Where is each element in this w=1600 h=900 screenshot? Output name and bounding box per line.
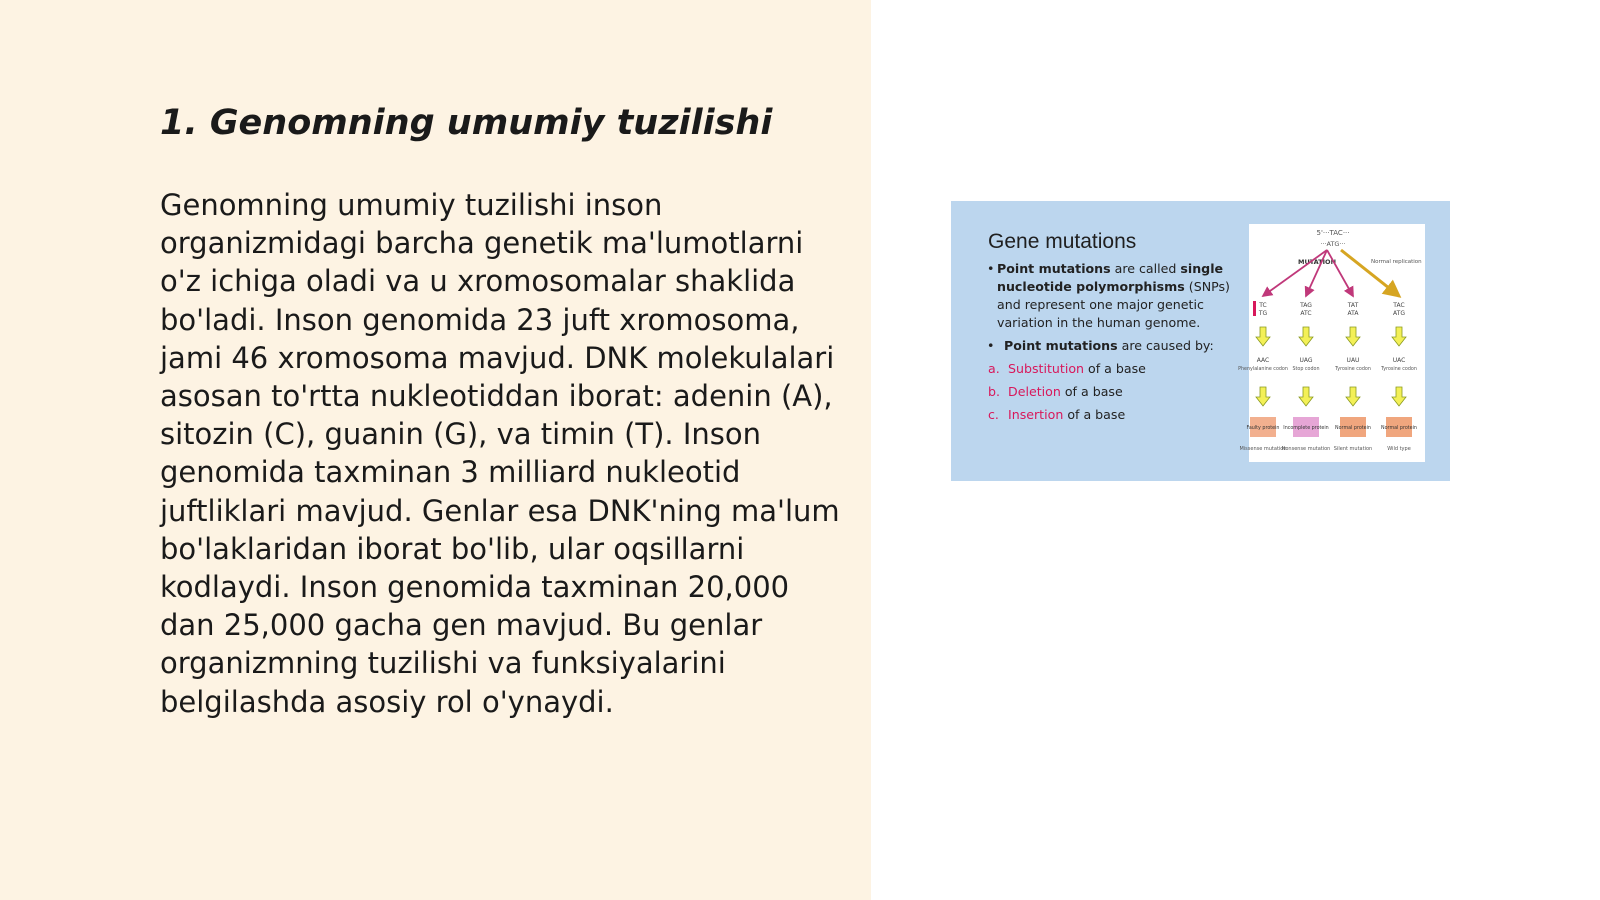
sequence-top-text: TAG <box>1300 302 1312 309</box>
codon-text: UAG <box>1299 357 1313 364</box>
item-term: Substitution <box>1008 361 1085 376</box>
diagram-columns <box>1238 301 1417 452</box>
codon-description: Phenylalanine codon <box>1238 367 1288 372</box>
bullet-caused-by <box>987 337 1242 355</box>
down-arrow <box>1299 327 1313 346</box>
down-arrow <box>1256 327 1270 346</box>
diagram-mutation-label: MUTATION <box>1297 258 1337 266</box>
protein-result-text: Faulty protein <box>1246 426 1280 431</box>
bullet-text: (SNPs) and represent one major genetic variation in the human genome. <box>997 279 1230 330</box>
bullet-dot: • <box>987 261 995 276</box>
protein-result-text: Normal protein <box>1381 426 1417 431</box>
item-text: of a base <box>1084 361 1146 376</box>
bullet-text: are caused by: <box>1117 338 1214 353</box>
item-text: of a base <box>1060 384 1123 399</box>
page-title: 1. Genomning umumiy tuzilishi <box>160 103 773 143</box>
gene-mutations-image <box>951 201 1450 481</box>
sequence-top-text: TC <box>1259 302 1267 309</box>
protein-result-text: Normal protein <box>1335 426 1371 431</box>
codon-description: Tyrosine codon <box>1335 367 1371 372</box>
down-arrow <box>1346 387 1360 406</box>
cause-item-deletion <box>987 383 1242 401</box>
bullet-bold-text: Point mutations <box>1004 338 1118 353</box>
bullet-dot: • <box>987 338 995 353</box>
mutation-diagram <box>1238 224 1425 462</box>
down-arrow <box>1256 387 1270 406</box>
mutated-base-mark <box>1253 301 1256 316</box>
sequence-top-text: TAT <box>1347 302 1359 309</box>
slide-title: Gene mutations <box>988 230 1137 253</box>
codon-description: Stop codon <box>1292 367 1320 372</box>
slide-bullet-list <box>987 260 1242 424</box>
cause-item-insertion <box>987 406 1242 424</box>
item-letter: b. <box>988 384 1000 399</box>
mutation-outcome-text: Missense mutation <box>1239 446 1287 452</box>
codon-text: UAU <box>1346 357 1360 364</box>
sequence-bottom-text: ATC <box>1300 310 1312 317</box>
item-text: of a base <box>1063 407 1126 422</box>
codon-description: Tyrosine codon <box>1381 367 1417 372</box>
item-term: Insertion <box>1008 407 1064 422</box>
down-arrow <box>1346 327 1360 346</box>
bullet-bold-text: single nucleotide polymorphisms <box>997 261 1224 294</box>
sequence-top-text: TAC <box>1393 302 1405 309</box>
cause-item-substitution <box>987 360 1242 378</box>
body-paragraph: Genomning umumiy tuzilishi inson organizmidagi barcha genetik ma'lumotlarni o'z ichiga oladi va u xromosomalar shaklida bo'ladi. Inson genomida 23 juft xromosoma, jami 46 xromosoma mavjud. DNK molekulalari asosan to'rtta nukleotiddan iborat: adenin (A), sitozin (C), guanin (G), va timin (T). Inson genomida taxminan 3 milliard nukleotid juftliklari mavjud. Genlar esa DNK'ning ma'lum bo'laklaridan iborat bo'lib, ular oqsillarni kodlaydi. Inson genomida taxminan 20,000 dan 25,000 gacha gen mavjud. Bu genlar organizmning tuzilishi va funksiyalarini belgilashda asosiy rol o'ynaydi. <box>160 188 840 719</box>
down-arrow <box>1392 387 1406 406</box>
mutation-outcome-text: Nonsense mutation <box>1281 446 1331 452</box>
diagram-top-sequence: 5'···TAC··· <box>1316 229 1350 237</box>
sequence-bottom-text: ATG <box>1393 310 1405 317</box>
sequence-bottom-text: TG <box>1258 310 1268 317</box>
item-letter: a. <box>988 361 1000 376</box>
item-letter: c. <box>988 407 999 422</box>
codon-text: AAC <box>1256 357 1270 364</box>
diagram-branch-arrows <box>1263 250 1399 296</box>
protein-result-text: Incomplete protein <box>1283 426 1329 431</box>
diagram-normal-label: Normal replication <box>1371 259 1422 265</box>
mutation-outcome-text: Wild type <box>1387 446 1411 452</box>
codon-text: UAC <box>1392 357 1406 364</box>
item-term: Deletion <box>1008 384 1061 399</box>
sequence-bottom-text: ATA <box>1347 310 1359 317</box>
mutation-outcome-text: Silent mutation <box>1333 446 1373 452</box>
mutation-diagram-svg <box>1238 224 1425 462</box>
down-arrow <box>1392 327 1406 346</box>
bullet-bold-text: Point mutations <box>997 261 1111 276</box>
bullet-text: are called <box>1110 261 1181 276</box>
down-arrow <box>1299 387 1313 406</box>
bullet-point-mutations-snps <box>987 260 1242 332</box>
diagram-sub-sequence: ···ATG··· <box>1320 240 1346 248</box>
